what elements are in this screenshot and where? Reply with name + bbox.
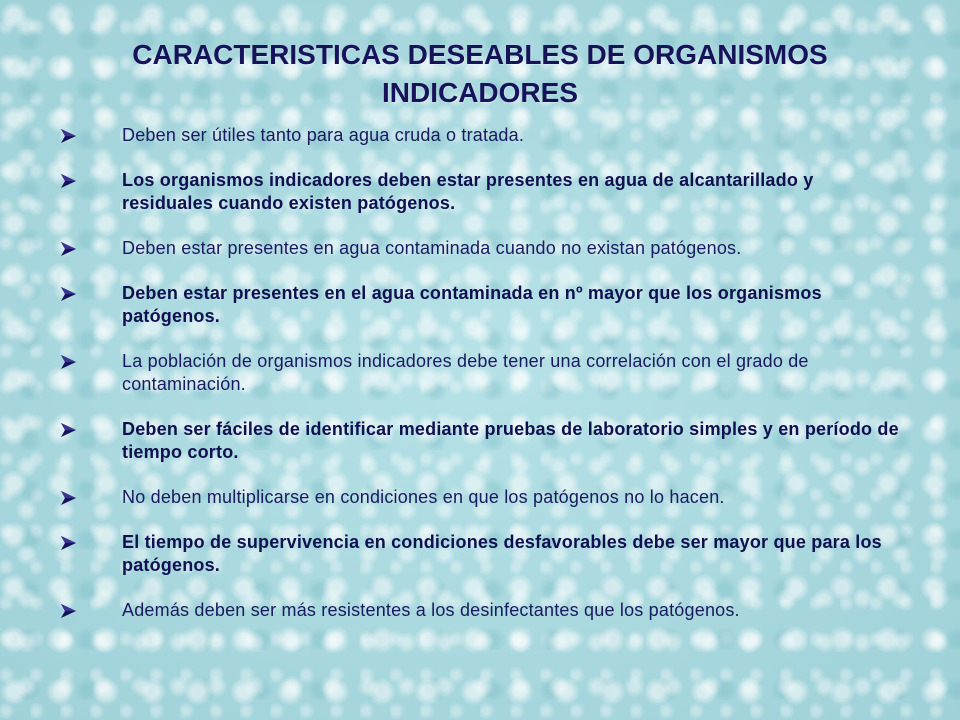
list-item (58, 282, 908, 328)
list-item-text: Además deben ser más resistentes a los desinfectantes que los patógenos. (122, 600, 740, 620)
list-item-text: El tiempo de supervivencia en condiciones desfavorables debe ser mayor que para los patógenos. (122, 532, 882, 575)
arrow-bullet-icon (60, 354, 78, 370)
arrow-bullet-icon (60, 241, 78, 257)
list-item (58, 599, 908, 622)
list-item-text: La población de organismos indicadores debe tener una correlación con el grado de contaminación. (122, 351, 809, 394)
slide-title: CARACTERISTICAS DESEABLES DE ORGANISMOS INDICADORES (132, 39, 828, 108)
list-item-text: Deben estar presentes en agua contaminada cuando no existan patógenos. (122, 238, 742, 258)
list-item (58, 237, 908, 260)
arrow-bullet-icon (60, 128, 78, 144)
arrow-bullet-icon (60, 535, 78, 551)
list-item-text: Los organismos indicadores deben estar presentes en agua de alcantarillado y residuales cuando existen patógenos. (122, 170, 814, 213)
list-item (58, 124, 908, 147)
list-item-text: Deben ser fáciles de identificar mediante pruebas de laboratorio simples y en período de tiempo corto. (122, 419, 899, 462)
list-item (58, 350, 908, 396)
list-item-text: Deben ser útiles tanto para agua cruda o tratada. (122, 125, 525, 145)
arrow-bullet-icon (60, 286, 78, 302)
list-item (58, 169, 908, 215)
arrow-bullet-icon (60, 422, 78, 438)
list-item-text: Deben estar presentes en el agua contaminada en nº mayor que los organismos patógenos. (122, 283, 822, 326)
list-item (58, 418, 908, 464)
list-item (58, 531, 908, 577)
list-item (58, 486, 908, 509)
arrow-bullet-icon (60, 173, 78, 189)
bullet-list (58, 124, 908, 644)
arrow-bullet-icon (60, 603, 78, 619)
list-item-text: No deben multiplicarse en condiciones en que los patógenos no lo hacen. (122, 487, 725, 507)
arrow-bullet-icon (60, 490, 78, 506)
